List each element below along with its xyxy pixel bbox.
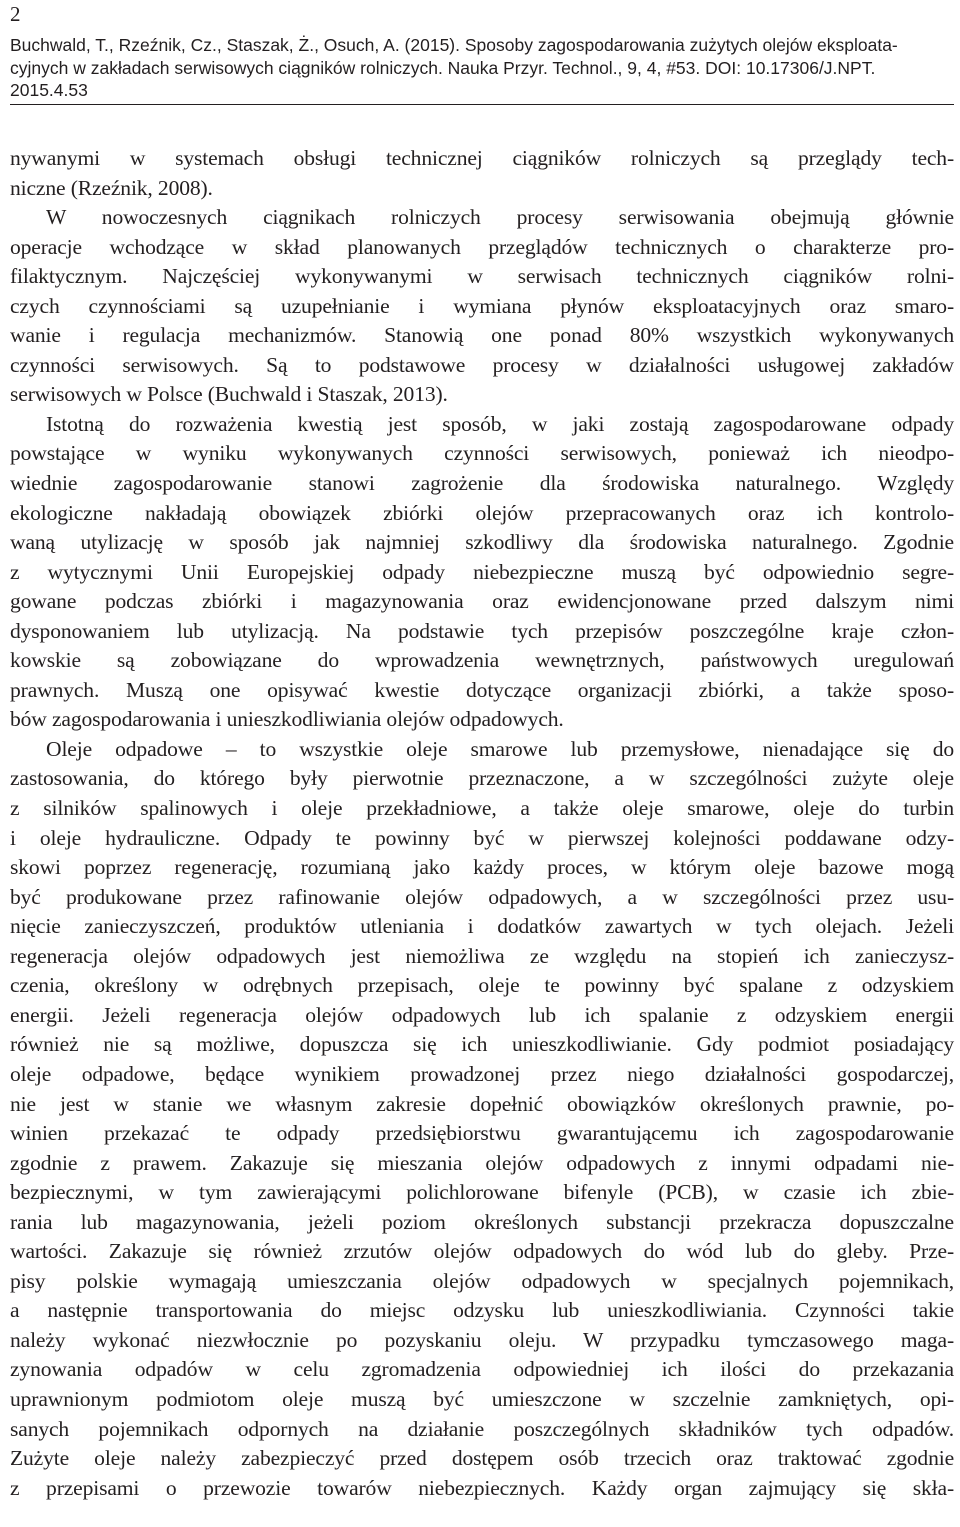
paragraph (10, 735, 954, 1503)
text-line: należy wykonać niezwłocznie po pozyskaniu oleju. W przypadku tymczasowego maga- (10, 1327, 954, 1352)
text-line: Zużyte oleje należy zabezpieczyć przed dostępem osób trzecich oraz traktować zgodnie (10, 1446, 954, 1471)
text-line: uprawnionym podmiotom oleje muszą być umieszczone w szczelnie zamkniętych, opi- (10, 1386, 954, 1411)
text-line: operacje wchodzące w skład planowanych przeglądów technicznych o charakterze pro- (10, 234, 954, 259)
text-line: z wytycznymi Unii Europejskiej odpady niebezpieczne muszą być odpowiednio segre- (10, 559, 954, 584)
text-line: dysponowaniem lub utylizacją. Na podstawie tych przepisów poszczególne kraje człon- (10, 618, 954, 643)
text-line: bów zagospodarowania i unieszkodliwiania olejów odpadowych. (10, 707, 564, 732)
paragraph (10, 144, 954, 203)
text-line: serwisowych w Polsce (Buchwald i Staszak, 2013). (10, 382, 448, 407)
text-line: bezpiecznymi, w tym zawierającymi polichlorowane bifenyle (PCB), w czasie ich zbie- (10, 1180, 954, 1205)
text-line: z silników spalinowych i oleje przekładniowe, a także oleje smarowe, oleje do turbin (10, 796, 954, 821)
running-header-line: cyjnych w zakładach serwisowych ciągników rolniczych. Nauka Przyr. Technol., 9, 4, #53. DOI: 10.17306/J.NPT. (10, 57, 876, 78)
text-line: nywanymi w systemach obsługi technicznej ciągników rolniczych są przeglądy tech- (10, 146, 954, 170)
text-line: ekologiczne nakładają obowiązek zbiórki olejów przepracowanych oraz ich kontrolo- (10, 500, 954, 525)
text-line: zastosowania, do którego były pierwotnie przeznaczone, a w szczególności zużyte oleje (10, 766, 954, 791)
text-line: gowane podczas zbiórki i magazynowania oraz ewidencjonowane przed dalszym nimi (10, 589, 954, 614)
text-line: czynności serwisowych. Są to podstawowe procesy w działalności usługowej zakładów (10, 352, 954, 377)
running-header (10, 34, 954, 105)
running-header-line: Buchwald, T., Rzeźnik, Cz., Staszak, Ż., Osuch, A. (2015). Sposoby zagospodarowania zużytych olejów eksploata- (10, 35, 898, 55)
paragraph (10, 203, 954, 410)
text-line: zgodnie z prawem. Zakazuje się mieszania olejów odpadowych z innymi odpadami nie- (10, 1150, 954, 1175)
text-line: W nowoczesnych ciągnikach rolniczych procesy serwisowania obejmują głównie (46, 205, 954, 230)
text-line: wiednie zagospodarowanie stanowi zagrożenie dla środowiska naturalnego. Względy (10, 471, 954, 496)
text-line: być produkowane przez rafinowanie olejów odpadowych, a w szczególności przez usu- (10, 884, 954, 909)
text-line: waną utylizację w sposób jak najmniej szkodliwy dla środowiska naturalnego. Zgodnie (10, 530, 954, 555)
text-line: oleje odpadowe, będące wynikiem prowadzonej przez niego działalności gospodarczej, (10, 1061, 954, 1086)
body-text (10, 144, 954, 1503)
text-line: wartości. Zakazuje się również zrzutów olejów odpadowych do wód lub do gleby. Prze- (10, 1239, 954, 1264)
text-line: Oleje odpadowe – to wszystkie oleje smarowe lub przemysłowe, nienadające się do (46, 736, 954, 761)
text-line: z przepisami o przewozie towarów niebezpiecznych. Każdy organ zajmujący się skła- (10, 1475, 954, 1500)
text-line: energii. Jeżeli regeneracja olejów odpadowych lub ich spalanie z odzyskiem energii (10, 1002, 954, 1027)
text-line: wanie i regulacja mechanizmów. Stanowią one ponad 80% wszystkich wykonywanych (10, 323, 954, 348)
text-line: nie jest w stanie we własnym zakresie dopełnić obowiązków określonych prawnie, po- (10, 1091, 954, 1116)
text-line: nięcie zanieczyszczeń, produktów utleniania i dodatków zawartych w tych olejach. Jeżeli (10, 914, 954, 939)
text-line: rania lub magazynowania, jeżeli poziom określonych substancji przekracza dopuszczalne (10, 1209, 954, 1234)
text-line: czenia, określony w odrębnych przepisach, oleje te powinny być spalane z odzyskiem (10, 973, 954, 998)
text-line: niczne (Rzeźnik, 2008). (10, 175, 213, 200)
text-line: prawnych. Muszą one opisywać kwestie dotyczące organizacji zbiórki, a także sposo- (10, 677, 954, 702)
text-line: kowskie są zobowiązane do wprowadzenia wewnętrznych, państwowych uregulowań (10, 648, 954, 673)
text-line: czych czynnościami są uzupełnianie i wymiana płynów eksploatacyjnych oraz smaro- (10, 293, 954, 318)
text-line: skowi poprzez regenerację, rozumianą jako każdy proces, w którym oleje bazowe mogą (10, 855, 954, 880)
running-header-line: 2015.4.53 (10, 80, 88, 100)
text-line: powstające w wyniku wykonywanych czynności serwisowych, ponieważ ich nieodpo- (10, 441, 954, 466)
text-line: regeneracja olejów odpadowych jest niemożliwa ze względu na stopień ich zanieczysz- (10, 943, 954, 968)
text-line: zynowania odpadów w celu zgromadzenia odpowiedniej ich ilości do przekazania (10, 1357, 954, 1382)
text-line: filaktycznym. Najczęściej wykonywanymi w serwisach technicznych ciągników rolni- (10, 264, 954, 289)
page-number: 2 (10, 2, 21, 26)
text-line: pisy polskie wymagają umieszczania olejów odpadowych w specjalnych pojemnikach, (10, 1268, 954, 1293)
text-line: sanych pojemnikach odpornych na działanie poszczególnych składników tych odpadów. (10, 1416, 954, 1441)
text-line: i oleje hydrauliczne. Odpady te powinny być w pierwszej kolejności poddawane odzy- (10, 825, 954, 850)
paragraph (10, 410, 954, 735)
text-line: również nie są możliwe, dopuszcza się ich unieszkodliwianie. Gdy podmiot posiadający (10, 1032, 954, 1057)
text-line: Istotną do rozważenia kwestią jest sposób, w jaki zostają zagospodarowane odpady (46, 411, 954, 436)
text-line: a następnie transportowania do miejsc odzysku lub unieszkodliwiania. Czynności takie (10, 1298, 954, 1323)
text-line: winien przekazać te odpady przedsiębiorstwu gwarantującemu ich zagospodarowanie (10, 1121, 954, 1146)
